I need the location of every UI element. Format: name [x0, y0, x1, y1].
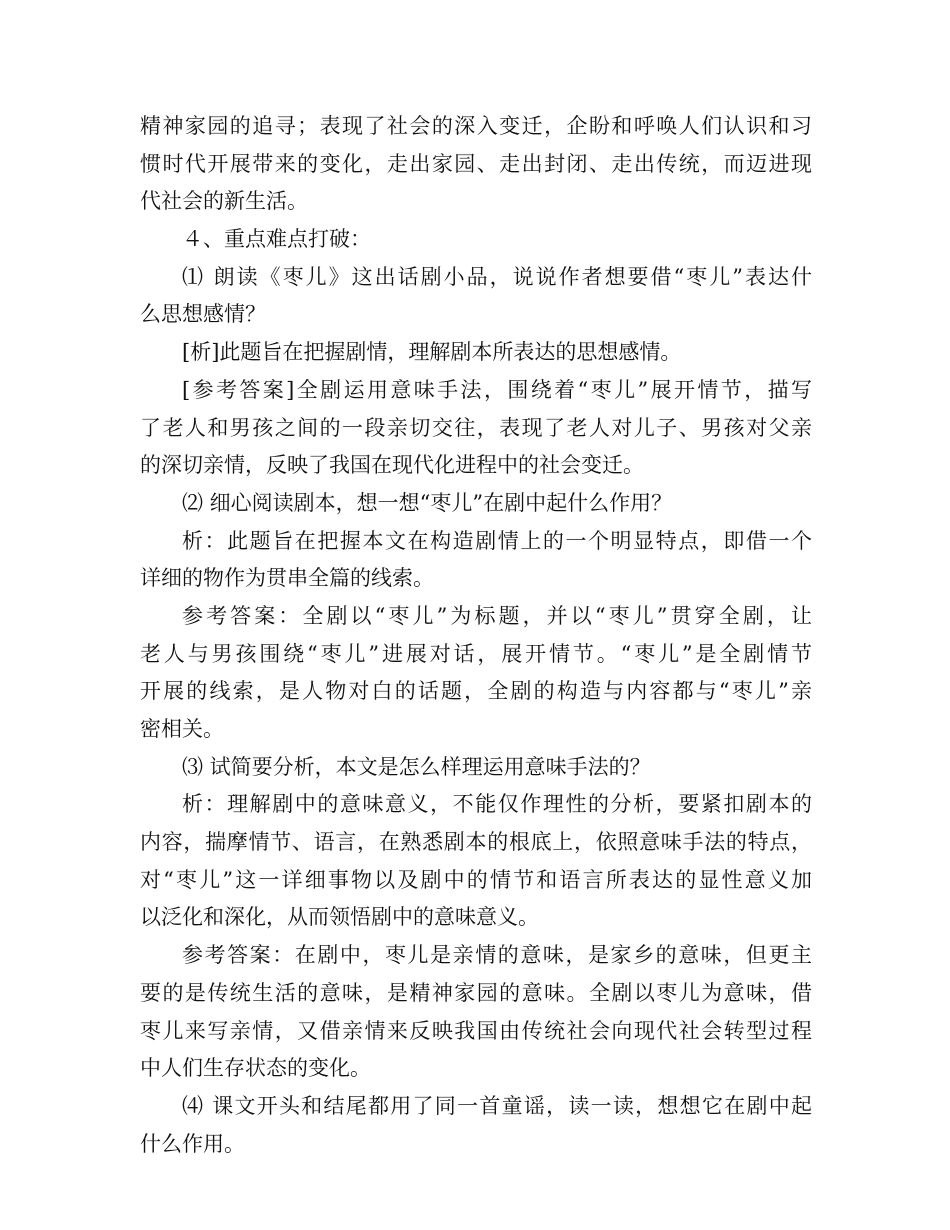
document-body: [140, 108, 812, 1163]
text-line: 精神家园的追寻；表现了社会的深入变迁，企盼和呼唤人们认识和习: [140, 114, 812, 138]
text-line: 了老人和男孩之间的一段亲切交往，表现了老人对儿子、男孩对父亲: [140, 415, 812, 440]
text-line: 么思想感情？: [140, 302, 266, 327]
text-line: 中人们生存状态的变化。: [140, 1056, 371, 1081]
text-line: ４、重点难点打破：: [182, 227, 371, 252]
text-line: ⑴ 朗读《枣儿》这出话剧小品，说说作者想要借“枣儿”表达什: [182, 264, 812, 289]
text-line: 内容，揣摩情节、语言，在熟悉剧本的根底上，依照意味手法的特点，: [140, 830, 812, 855]
text-line: 枣儿来写亲情，又借亲情来反映我国由传统社会向现代社会转型过程: [140, 1018, 812, 1043]
text-line: ⑷ 课文开头和结尾都用了同一首童谣，读一读，想想它在剧中起: [182, 1093, 812, 1118]
text-line: 对“枣儿”这一详细事物以及剧中的情节和语言所表达的显性意义加: [140, 867, 812, 892]
text-line: 老人与男孩围绕“枣儿”进展对话，展开情节。“枣儿”是全剧情节: [140, 641, 812, 666]
text-line: 惯时代开展带来的变化，走出家园、走出封闭、走出传统，而迈进现: [140, 151, 812, 176]
text-line: 参考答案：在剧中，枣儿是亲情的意味，是家乡的意味，但更主: [182, 943, 812, 968]
text-line: 的深切亲情，反映了我国在现代化进程中的社会变迁。: [140, 453, 644, 478]
text-line: 析：此题旨在把握本文在构造剧情上的一个明显特点，即借一个: [182, 528, 812, 553]
text-line: 密相关。: [140, 717, 224, 741]
text-line: 参考答案：全剧以“枣儿”为标题，并以“枣儿”贯穿全剧，让: [182, 603, 812, 628]
text-line: 开展的线索，是人物对白的话题，全剧的构造与内容都与“枣儿”亲: [140, 679, 812, 704]
text-line: ⑵ 细心阅读剧本，想一想“枣儿”在剧中起什么作用？: [182, 490, 673, 515]
text-line: [参考答案]全剧运用意味手法，围绕着“枣儿”展开情节，描写: [182, 377, 812, 402]
text-line: 析：理解剧中的意味意义，不能仅作理性的分析，要紧扣剧本的: [182, 792, 812, 817]
text-line: 以泛化和深化，从而领悟剧中的意味意义。: [140, 905, 539, 930]
text-line: 要的是传统生活的意味，是精神家园的意味。全剧以枣儿为意味，借: [140, 980, 812, 1005]
text-line: 什么作用。: [140, 1131, 245, 1156]
text-line: 代社会的新生活。: [140, 189, 308, 214]
text-line: [析]此题旨在把握剧情，理解剧本所表达的思想感情。: [182, 340, 682, 365]
text-line: 详细的物作为贯串全篇的线索。: [140, 566, 434, 591]
text-line: ⑶ 试简要分析，本文是怎么样理运用意味手法的？: [182, 754, 651, 779]
